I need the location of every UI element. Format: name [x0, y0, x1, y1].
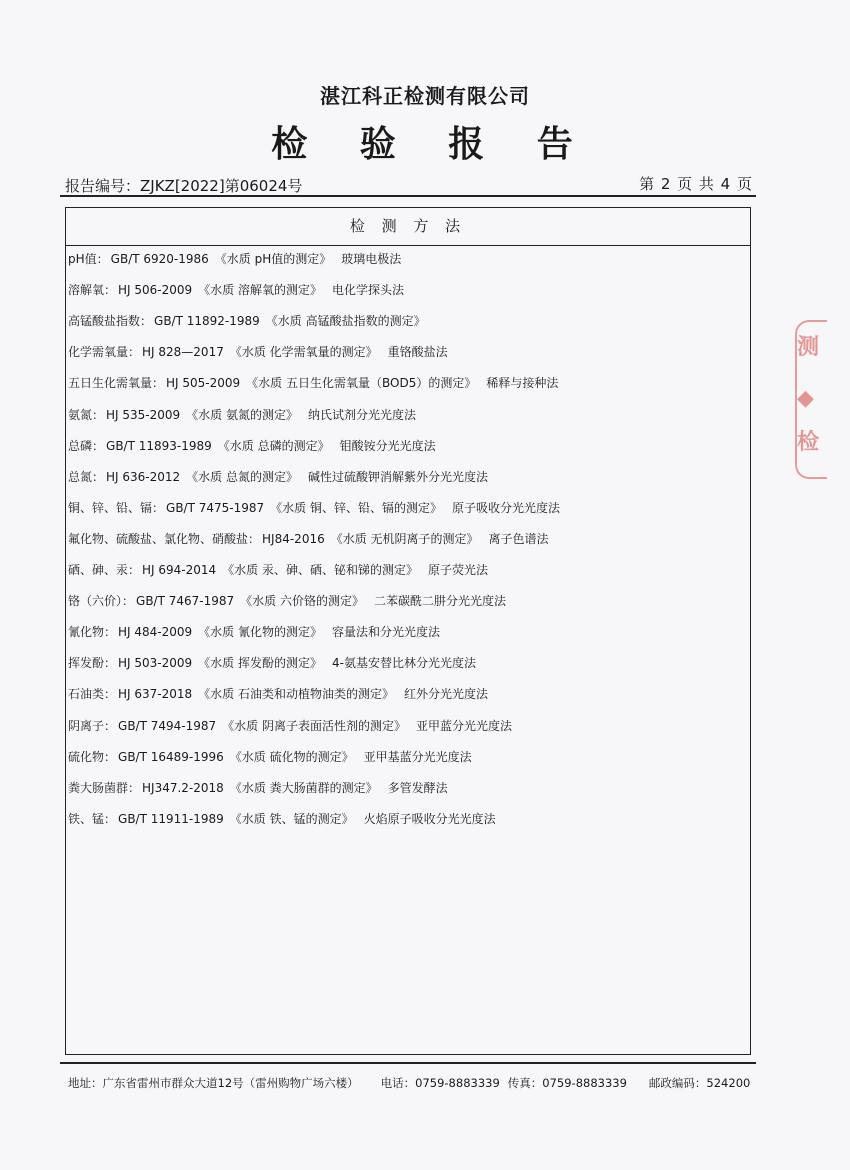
method-item: 阴离子：	[68, 718, 117, 733]
footer	[68, 1075, 772, 1091]
method-standard: GB/T 7475-1987	[166, 500, 265, 515]
method-item: 化学需氧量：	[68, 345, 141, 360]
method-standard: HJ84-2016	[262, 531, 325, 546]
method-row	[68, 499, 560, 516]
report-title: 检 验 报 告	[271, 124, 593, 165]
method-row	[68, 437, 436, 454]
method-item: 粪大肠菌群：	[68, 780, 141, 795]
method-standard-name: 《水质 挥发酚的测定》	[198, 656, 322, 671]
method-item: 硒、砷、汞：	[68, 563, 141, 577]
method-item: 硫化物：	[68, 749, 117, 764]
method-standard: HJ 694-2014	[142, 563, 217, 577]
method-standard-name: 《水质 氨氮的测定》	[186, 407, 298, 422]
method-technique: 电化学探头法	[332, 283, 405, 298]
method-item: 铜、锌、铅、镉：	[68, 500, 165, 515]
method-technique: 多管发酵法	[387, 780, 448, 795]
method-row	[68, 406, 416, 423]
method-standard: HJ 637-2018	[118, 687, 193, 702]
method-standard-name: 《水质 铁、锰的测定》	[229, 811, 354, 826]
method-standard-name: 《水质 铜、锌、铅、镉的测定》	[270, 500, 442, 515]
seal-stamp-char: 测	[797, 334, 820, 360]
method-standard-name: 《水质 氰化物的测定》	[198, 625, 322, 640]
method-row	[68, 779, 448, 796]
method-item: 铁、锰：	[68, 811, 117, 826]
method-row	[68, 281, 404, 298]
method-item: 氰化物：	[68, 625, 117, 640]
section-title: 检 测 方 法	[66, 208, 750, 246]
method-technique: 重铬酸盐法	[387, 345, 448, 360]
page-info: 第 2 页 共 4 页	[639, 175, 753, 193]
method-standard-name: 《水质 总磷的测定》	[217, 438, 330, 453]
method-standard: GB/T 11911-1989	[118, 811, 224, 826]
method-row	[68, 654, 476, 671]
method-item: 高锰酸盐指数：	[68, 314, 153, 329]
method-standard: GB/T 7494-1987	[118, 718, 217, 733]
method-technique: 亚甲蓝分光光度法	[415, 718, 512, 733]
method-standard: HJ 636-2012	[106, 469, 181, 484]
method-item: 氟化物、硫酸盐、氯化物、硝酸盐：	[68, 531, 261, 546]
method-row	[68, 312, 436, 329]
method-row	[68, 717, 512, 734]
method-technique: 火焰原子吸收分光光度法	[363, 811, 496, 826]
method-row	[68, 561, 488, 578]
method-standard: HJ347.2-2018	[142, 780, 224, 795]
report-number: 报告编号：ZJKZ[2022]第06024号	[65, 177, 303, 195]
method-technique: 离子色谱法	[488, 531, 549, 546]
method-standard-name: 《水质 硫化物的测定》	[229, 749, 354, 764]
method-standard-name: 《水质 汞、砷、硒、铋和锑的测定》	[222, 563, 418, 577]
method-technique: 容量法和分光光度法	[332, 625, 441, 640]
method-standard: GB/T 11892-1989	[154, 314, 260, 329]
method-technique: 碱性过硫酸钾消解紫外分光光度法	[308, 469, 489, 484]
method-item: 总氮：	[68, 469, 105, 484]
method-item: 总磷：	[68, 438, 105, 453]
method-item: 挥发酚：	[68, 656, 117, 671]
method-standard-name: 《水质 无机阴离子的测定》	[330, 531, 479, 546]
method-technique: 红外分光光度法	[404, 687, 489, 702]
method-item: 五日生化需氧量：	[68, 376, 165, 391]
footer-postcode: 邮政编码：524200	[648, 1076, 751, 1090]
method-standard-name: 《水质 高锰酸盐指数的测定》	[265, 314, 426, 329]
method-standard-name: 《水质 六价铬的测定》	[240, 594, 364, 609]
method-row	[68, 748, 472, 765]
header-divider	[60, 195, 756, 197]
method-row	[68, 530, 549, 547]
footer-fax: 传真：0759-8883339	[507, 1076, 627, 1090]
method-item: 铬（六价）：	[68, 594, 135, 609]
method-standard: GB/T 6920-1986	[110, 252, 209, 266]
method-standard: HJ 503-2009	[118, 656, 193, 671]
method-standard-name: 《水质 pH值的测定》	[214, 252, 332, 266]
method-row	[68, 374, 558, 391]
method-standard-name: 《水质 化学需氧量的测定》	[229, 345, 378, 360]
method-standard: GB/T 16489-1996	[118, 749, 224, 764]
method-technique: 原子吸收分光光度法	[451, 500, 560, 515]
method-item: 溶解氧：	[68, 283, 117, 298]
method-row	[68, 623, 440, 640]
method-standard-name: 《水质 总氮的测定》	[186, 469, 298, 484]
method-standard: GB/T 11893-1989	[106, 438, 212, 453]
method-standard: HJ 828—2017	[142, 345, 224, 360]
method-standard-name: 《水质 五日生化需氧量（BOD5）的测定》	[246, 376, 477, 391]
methods-box	[65, 207, 751, 1055]
method-standard: HJ 535-2009	[106, 407, 181, 422]
footer-divider	[60, 1062, 756, 1064]
method-standard: GB/T 7467-1987	[136, 594, 235, 609]
seal-stamp-char: 检	[797, 429, 820, 455]
method-row	[68, 592, 506, 609]
footer-phone: 电话：0759-8883339	[380, 1076, 500, 1090]
method-row	[68, 343, 448, 360]
footer-address: 地址：广东省雷州市群众大道12号（雷州购物广场六楼）	[68, 1076, 359, 1090]
method-technique: 玻璃电极法	[341, 252, 402, 266]
seal-stamp-mark: ◆	[797, 385, 814, 411]
method-technique: 亚甲基蓝分光光度法	[363, 749, 472, 764]
method-technique: 纳氏试剂分光光度法	[308, 407, 417, 422]
company-name: 湛江科正检测有限公司	[320, 84, 530, 108]
method-item: 石油类：	[68, 687, 117, 702]
method-row	[68, 250, 401, 267]
method-standard-name: 《水质 粪大肠菌群的测定》	[229, 780, 378, 795]
method-item: pH值：	[68, 252, 109, 266]
method-row	[68, 468, 488, 485]
method-standard-name: 《水质 溶解氧的测定》	[198, 283, 322, 298]
method-technique: 稀释与接种法	[486, 376, 559, 391]
method-technique: 原子荧光法	[428, 563, 489, 577]
method-standard-name: 《水质 阴离子表面活性剂的测定》	[222, 718, 406, 733]
method-technique: 二苯碳酰二肼分光光度法	[373, 594, 506, 609]
method-technique: 4-氨基安替比林分光光度法	[332, 656, 476, 671]
method-row	[68, 810, 496, 827]
method-item: 氨氮：	[68, 407, 105, 422]
method-standard: HJ 506-2009	[118, 283, 193, 298]
method-technique: 钼酸铵分光光度法	[339, 438, 436, 453]
method-standard: HJ 505-2009	[166, 376, 241, 391]
method-row	[68, 685, 488, 702]
method-standard: HJ 484-2009	[118, 625, 193, 640]
method-standard-name: 《水质 石油类和动植物油类的测定》	[198, 687, 394, 702]
